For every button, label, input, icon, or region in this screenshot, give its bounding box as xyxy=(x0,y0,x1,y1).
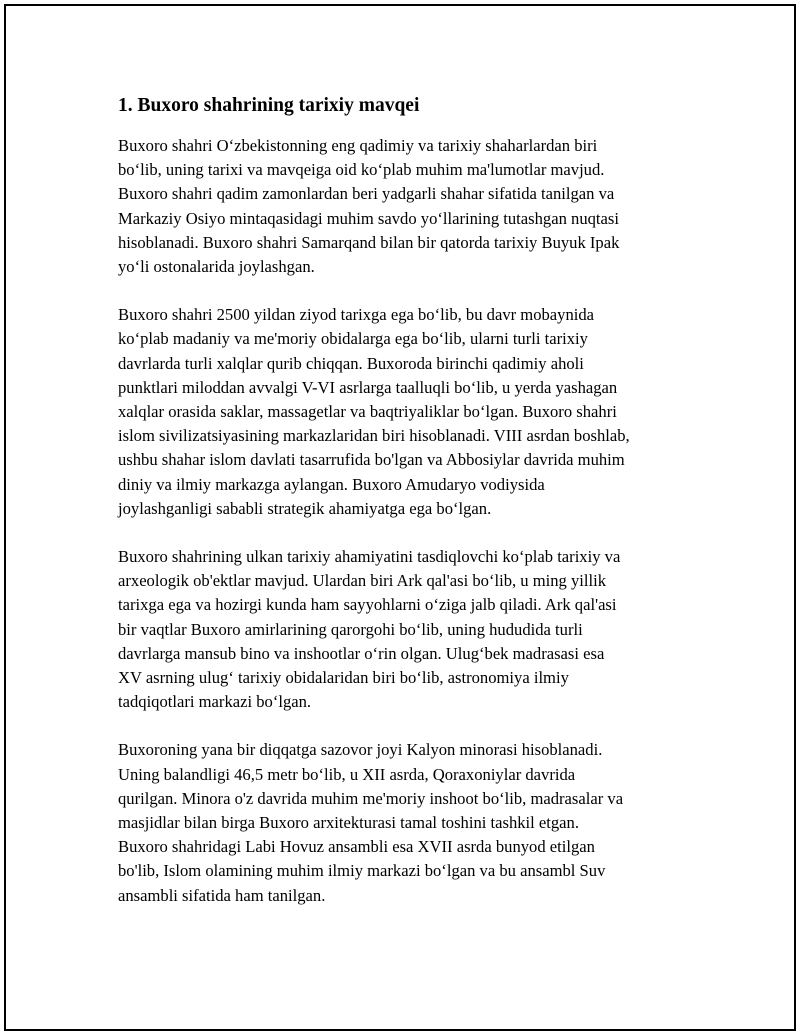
text-line: ushbu shahar islom davlati tasarrufida bo'lgan va Abbosiylar davrida muhim xyxy=(118,450,625,470)
text-line: islom sivilizatsiyasining markazlaridan biri hisoblanadi. VIII asrdan boshlab, xyxy=(118,426,630,446)
text-line: Buxoro shahri O‘zbekistonning eng qadimiy va tarixiy shaharlardan biri xyxy=(118,136,598,155)
section-heading: 1. Buxoro shahrining tarixiy mavqei xyxy=(118,95,420,116)
text-line: Markaziy Osiyo mintaqasidagi muhim savdo yo‘llarining tutashgan nuqtasi xyxy=(118,208,619,228)
paragraph-3 xyxy=(118,545,693,714)
text-line: Buxoroning yana bir diqqatga sazovor joyi Kalyon minorasi hisoblanadi. xyxy=(118,740,603,760)
paragraph-4 xyxy=(118,738,693,907)
paragraph-1 xyxy=(118,134,693,279)
text-line: davrlarda turli xalqlar qurib chiqqan. Buxoroda birinchi qadimiy aholi xyxy=(118,353,584,373)
text-line: yo‘li ostonalarida joylashgan. xyxy=(118,257,315,277)
text-line: bo‘lib, uning tarixi va mavqeiga oid ko‘plab muhim ma'lumotlar mavjud. xyxy=(118,160,605,180)
text-line: Buxoro shahrining ulkan tarixiy ahamiyatini tasdiqlovchi ko‘plab tarixiy va xyxy=(118,547,621,567)
text-line: bir vaqtlar Buxoro amirlarining qarorgohi bo‘lib, uning hududida turli xyxy=(118,619,583,639)
text-line: masjidlar bilan birga Buxoro arxitekturasi tamal toshini tashkil etgan. xyxy=(118,813,579,833)
text-line: Buxoro shahri qadim zamonlardan beri yadgarli shahar sifatida tanilgan va xyxy=(118,184,615,204)
text-line: XV asrning ulug‘ tarixiy obidalaridan biri bo‘lib, astronomiya ilmiy xyxy=(118,668,569,688)
text-line: bo'lib, Islom olamining muhim ilmiy markazi bo‘lgan va bu ansambl Suv xyxy=(118,861,606,881)
text-line: qurilgan. Minora o'z davrida muhim me'moriy inshoot bo‘lib, madrasalar va xyxy=(118,788,624,808)
text-line: hisoblanadi. Buxoro shahri Samarqand bilan bir qatorda tarixiy Buyuk Ipak xyxy=(118,232,620,252)
text-line: ko‘plab madaniy va me'moriy obidalarga ega bo‘lib, ularni turli tarixiy xyxy=(118,329,588,349)
text-line: xalqlar orasida saklar, massagetlar va baqtriyaliklar bo‘lgan. Buxoro shahri xyxy=(118,402,617,422)
text-line: Uning balandligi 46,5 metr bo‘lib, u XII asrda, Qoraxoniylar davrida xyxy=(118,764,576,784)
text-line: joylashganligi sababli strategik ahamiyatga ega bo‘lgan. xyxy=(118,498,492,518)
text-line: ansambli sifatida ham tanilgan. xyxy=(118,885,326,905)
text-line: Buxoro shahri 2500 yildan ziyod tarixga ega bo‘lib, bu davr mobaynida xyxy=(118,305,595,325)
text-line: punktlari miloddan avvalgi V-VI asrlarga taalluqli bo‘lib, u yerda yashagan xyxy=(118,377,618,397)
paragraph-2 xyxy=(118,303,693,521)
text-line: Buxoro shahridagi Labi Hovuz ansambli esa XVII asrda bunyod etilgan xyxy=(118,837,595,857)
text-line: tadqiqotlari markazi bo‘lgan. xyxy=(118,692,312,712)
text-line: arxeologik ob'ektlar mavjud. Ulardan biri Ark qal'asi bo‘lib, u ming yillik xyxy=(118,571,607,591)
text-line: davrlarga mansub bino va inshootlar o‘rin olgan. Ulug‘bek madrasasi esa xyxy=(118,643,605,663)
text-line: diniy va ilmiy markazga aylangan. Buxoro Amudaryo vodiysida xyxy=(118,474,545,494)
document-body xyxy=(118,92,693,932)
text-line: tarixga ega va hozirgi kunda ham sayyohlarni o‘ziga jalb qiladi. Ark qal'asi xyxy=(118,595,617,615)
